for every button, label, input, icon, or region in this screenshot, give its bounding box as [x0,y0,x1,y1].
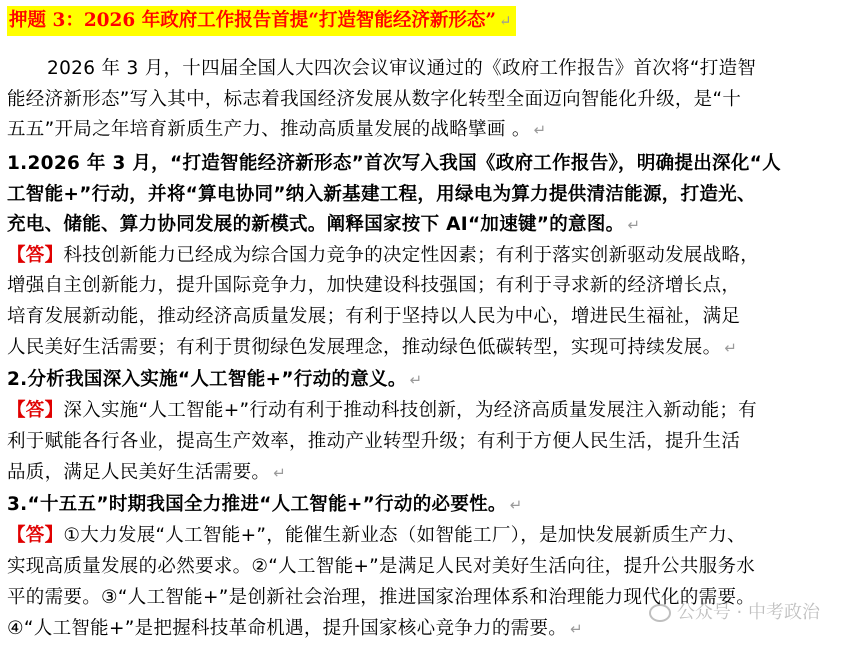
watermark: 公众号 · 中考政治 [649,598,820,628]
answer-3-line: ④“人工智能+”是把握科技革命机遇，提升国家核心竞争力的需要。 ↵ [7,618,583,639]
answer-2-line: 品质，满足人民美好生活需要。 ↵ [7,462,287,483]
wechat-icon [649,604,671,622]
paragraph-mark-icon: ↵ [533,121,547,139]
paragraph-mark-icon: ↵ [509,496,523,514]
question-1-line: 充电、储能、算力协同发展的新模式。阐释国家按下 AI“加速键”的意图。 ↵ [7,214,641,235]
paragraph-mark-icon: ↵ [724,339,738,357]
paragraph-mark-icon: ↵ [409,371,423,389]
document-title [7,6,516,36]
answer-tag: 【答】 [7,400,64,421]
answer-1-line: 【答】科技创新能力已经成为综合国力竞争的决定性因素；有利于落实创新驱动发展战略， [7,245,760,266]
answer-2-line: 利于赋能各行各业，提高生产效率，推动产业转型升级；有利于方便人民生活，提升生活 [7,431,741,452]
answer-tag: 【答】 [7,525,64,546]
question-2: 2.分析我国深入实施“人工智能+”行动的意义。 ↵ [7,369,423,390]
answer-1-line: 增强自主创新能力，提升国际竞争力，加快建设科技强国；有利于寻求新的经济增长点， [7,275,741,296]
intro-line: 五五”开局之年培育新质生产力、推动高质量发展的战略擘画 。 ↵ [7,119,547,140]
title-text: 押题 3：2026 年政府工作报告首提“打造智能经济新形态” [9,10,497,31]
answer-2-line: 【答】深入实施“人工智能+”行动有利于推动科技创新，为经济高质量发展注入新动能；有 [7,400,757,421]
answer-3-line: 平的需要。③“人工智能+”是创新社会治理，推进国家治理体系和治理能力现代化的需要。 [7,587,756,608]
paragraph-mark-icon: ↵ [627,216,641,234]
intro-line: 2026 年 3 月，十四届全国人大四次会议审议通过的《政府工作报告》首次将“打造智 [47,58,757,79]
answer-1-line: 培育发展新动能，推动经济高质量发展；有利于坚持以人民为中心，增进民生福祉，满足 [7,306,741,327]
intro-line: 能经济新形态”写入其中，标志着我国经济发展从数字化转型全面迈向智能化升级，是“十 [7,89,742,110]
paragraph-mark-icon: ↵ [570,620,583,638]
paragraph-mark-icon: ↵ [499,12,512,30]
answer-3-line: 实现高质量发展的必然要求。②“人工智能+”是满足人民对美好生活向往，提升公共服务水 [7,556,756,577]
answer-tag: 【答】 [7,245,64,266]
paragraph-mark-icon: ↵ [273,464,287,482]
question-1-line: 1.2026 年 3 月，“打造智能经济新形态”首次写入我国《政府工作报告》，明确提出深化“人 [7,153,781,174]
question-3: 3.“十五五”时期我国全力推进“人工智能+”行动的必要性。 ↵ [7,494,523,515]
answer-3-line: 【答】①大力发展“人工智能+”，能催生新业态（如智能工厂），是加快发展新质生产力、 [7,525,746,546]
question-1-line: 工智能+”行动，并将“算电协同”纳入新基建工程，用绿电为算力提供清洁能源，打造光、 [7,184,756,205]
answer-1-line: 人民美好生活需要；有利于贯彻绿色发展理念，推动绿色低碳转型，实现可持续发展。 ↵ [7,337,738,358]
